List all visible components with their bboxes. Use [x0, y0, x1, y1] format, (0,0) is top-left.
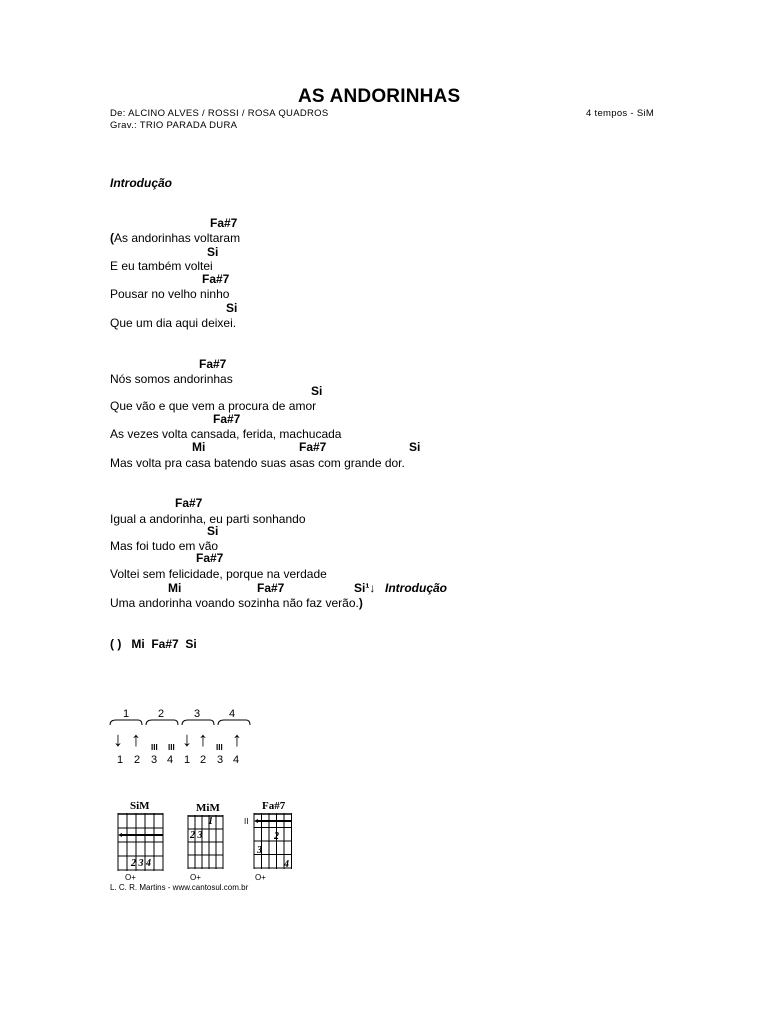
up-stroke-icon: ↑	[131, 729, 141, 751]
chord: Si	[311, 384, 323, 398]
muted-stroke-icon: III	[216, 743, 223, 752]
finger-number: 4	[284, 859, 289, 870]
count-number: 3	[151, 754, 158, 766]
chord: Si	[409, 440, 421, 454]
close-paren: )	[358, 596, 363, 610]
chord: Si	[207, 524, 219, 538]
credits-footer: L. C. R. Martins - www.cantosul.com.br	[110, 883, 249, 892]
finger-numbers: 2 3	[190, 830, 203, 841]
intro-cue: Introdução	[385, 581, 447, 595]
barre-fret-marker: II	[244, 817, 249, 826]
count-number: 4	[233, 754, 240, 766]
lyric-line: Igual a andorinha, eu parti sonhando	[110, 512, 306, 526]
chord: Fa#7	[196, 551, 224, 565]
chord: Fa#7	[213, 412, 241, 426]
lyric-line: E eu também voltei	[110, 259, 213, 273]
up-stroke-icon: ↑	[198, 729, 208, 751]
chord: Mi	[168, 581, 182, 595]
beat-number: 1	[123, 708, 130, 720]
lyric-line	[110, 231, 240, 245]
count-number: 1	[184, 754, 191, 766]
lyric-line: Voltei sem felicidade, porque na verdade	[110, 567, 327, 581]
tempo-key: 4 tempos - SiM	[586, 108, 655, 119]
lyric-line: Que vão e que vem a procura de amor	[110, 399, 317, 413]
finger-number: 3	[257, 845, 262, 856]
chord-diagram-title: SiM	[130, 800, 150, 812]
finger-numbers: 2 3 4	[131, 858, 151, 869]
lyric-line: Mas foi tudo em vão	[110, 539, 219, 553]
finger-number: 1	[208, 816, 213, 827]
lyric-text: Uma andorinha voando sozinha não faz verão.	[110, 596, 359, 610]
open-string-marks: O+	[190, 873, 201, 882]
count-number: 1	[117, 754, 124, 766]
lyric-line	[110, 596, 363, 610]
chord: Fa#7	[257, 581, 285, 595]
song-title: AS ANDORINHAS	[298, 86, 461, 107]
chord-diagram-title: Fa#7	[262, 800, 286, 812]
finger-number: 2	[274, 831, 279, 842]
chord: Fa#7	[299, 440, 327, 454]
lyric-line: Nós somos andorinhas	[110, 372, 233, 386]
chord: Fa#7	[210, 216, 238, 230]
open-string-marks: O+	[255, 873, 266, 882]
open-paren: (	[110, 231, 114, 245]
open-string-marks: O+	[125, 873, 136, 882]
lyric-line: Mas volta pra casa batendo suas asas com grande dor.	[110, 456, 405, 470]
chord: Fa#7	[175, 496, 203, 510]
down-stroke-icon: ↓	[113, 729, 123, 751]
chord: Mi	[192, 440, 206, 454]
chord-diagram-mim	[186, 815, 228, 871]
count-number: 4	[167, 754, 174, 766]
bridge-chords: ( ) Mi Fa#7 Si	[110, 637, 197, 651]
count-number: 2	[134, 754, 141, 766]
intro-heading: Introdução	[110, 176, 172, 190]
beat-number: 2	[158, 708, 165, 720]
lyric-line: As vezes volta cansada, ferida, machucada	[110, 427, 342, 441]
chord: Si	[226, 301, 238, 315]
up-stroke-icon: ↑	[232, 729, 242, 751]
lyric-text: As andorinhas voltaram	[114, 231, 241, 245]
chord-diagram-title: MiM	[196, 802, 220, 814]
authors-line: De: ALCINO ALVES / ROSSI / ROSA QUADROS	[110, 108, 329, 119]
count-number: 2	[200, 754, 207, 766]
chord: Si	[207, 245, 219, 259]
beat-number: 3	[194, 708, 201, 720]
chord: Fa#7	[199, 357, 227, 371]
down-stroke-icon: ↓	[182, 729, 192, 751]
lyric-line: Pousar no velho ninho	[110, 287, 230, 301]
muted-stroke-icon: III	[151, 743, 158, 752]
beat-number: 4	[229, 708, 236, 720]
chord: Fa#7	[202, 272, 230, 286]
muted-stroke-icon: III	[168, 743, 175, 752]
chord: Si¹↓	[354, 581, 376, 595]
lyric-line: Que um dia aqui deixei.	[110, 316, 237, 330]
count-number: 3	[217, 754, 224, 766]
recording-line: Grav.: TRIO PARADA DURA	[110, 120, 238, 131]
